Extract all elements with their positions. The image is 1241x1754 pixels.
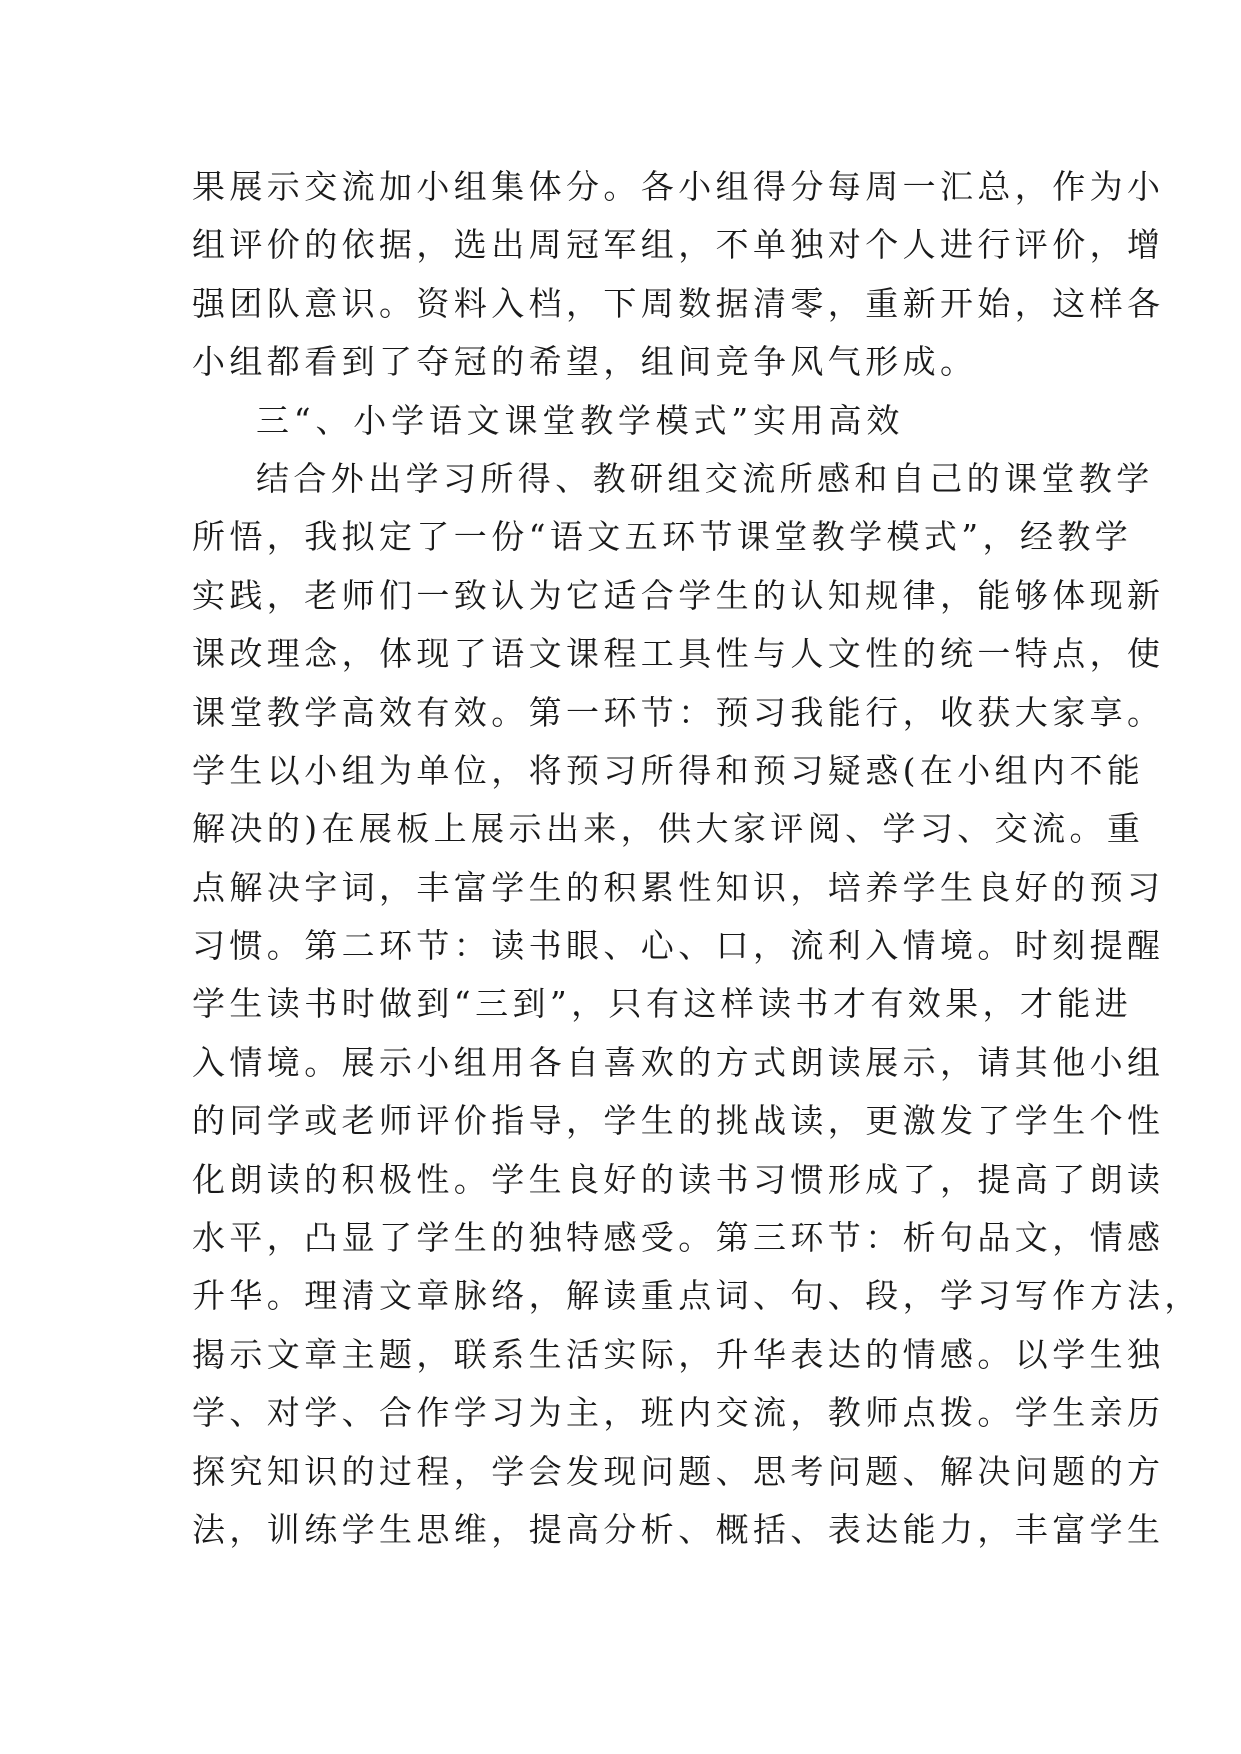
section-heading: 三“、小学语文课堂教学模式”实用高效 xyxy=(256,400,905,440)
text-line: 果展示交流加小组集体分。各小组得分每周一汇总，作为小 xyxy=(192,167,1165,206)
text-line: 所悟，我拟定了一份“语文五环节课堂教学模式”，经教学 xyxy=(192,517,1133,557)
text-line: 解决的)在展板上展示出来，供大家评阅、学习、交流。重 xyxy=(192,809,1145,849)
paragraph-first-line: 结合外出学习所得、教研组交流所感和自己的课堂教学 xyxy=(256,458,1154,498)
text-line: 揭示文章主题，联系生活实际，升华表达的情感。以学生独 xyxy=(192,1334,1165,1374)
document-body xyxy=(192,158,1202,1559)
text-line: 课堂教学高效有效。第一环节：预习我能行，收获大家享。 xyxy=(192,692,1165,732)
text-line: 学生以小组为单位，将预习所得和预习疑惑(在小组内不能 xyxy=(192,750,1145,790)
text-line: 组评价的依据，选出周冠军组，不单独对个人进行评价，增 xyxy=(192,225,1165,265)
text-line: 实践，老师们一致认为它适合学生的认知规律，能够体现新 xyxy=(192,575,1165,615)
text-line: 化朗读的积极性。学生良好的读书习惯形成了，提高了朗读 xyxy=(192,1159,1165,1199)
text-line: 水平，凸显了学生的独特感受。第三环节：析句品文，情感 xyxy=(192,1218,1165,1258)
text-line: 学生读书时做到“三到”，只有这样读书才有效果，才能进 xyxy=(192,984,1133,1024)
text-line: 的同学或老师评价指导，学生的挑战读，更激发了学生个性 xyxy=(192,1101,1165,1141)
text-line: 探究知识的过程，学会发现问题、思考问题、解决问题的方 xyxy=(192,1451,1165,1491)
text-line: 学、对学、合作学习为主，班内交流，教师点拨。学生亲历 xyxy=(192,1393,1165,1433)
text-line: 习惯。第二环节：读书眼、心、口，流利入情境。时刻提醒 xyxy=(192,926,1165,966)
text-line: 点解决字词，丰富学生的积累性知识，培养学生良好的预习 xyxy=(192,867,1165,907)
text-line: 小组都看到了夺冠的希望，组间竞争风气形成。 xyxy=(192,342,978,382)
text-line: 强团队意识。资料入档，下周数据清零，重新开始，这样各 xyxy=(192,283,1165,323)
text-line: 升华。理清文章脉络，解读重点词、句、段，学习写作方法， xyxy=(192,1276,1202,1316)
text-line: 法，训练学生思维，提高分析、概括、表达能力，丰富学生 xyxy=(192,1509,1165,1549)
text-line: 课改理念，体现了语文课程工具性与人文性的统一特点，使 xyxy=(192,634,1165,674)
text-line: 入情境。展示小组用各自喜欢的方式朗读展示，请其他小组 xyxy=(192,1042,1165,1082)
